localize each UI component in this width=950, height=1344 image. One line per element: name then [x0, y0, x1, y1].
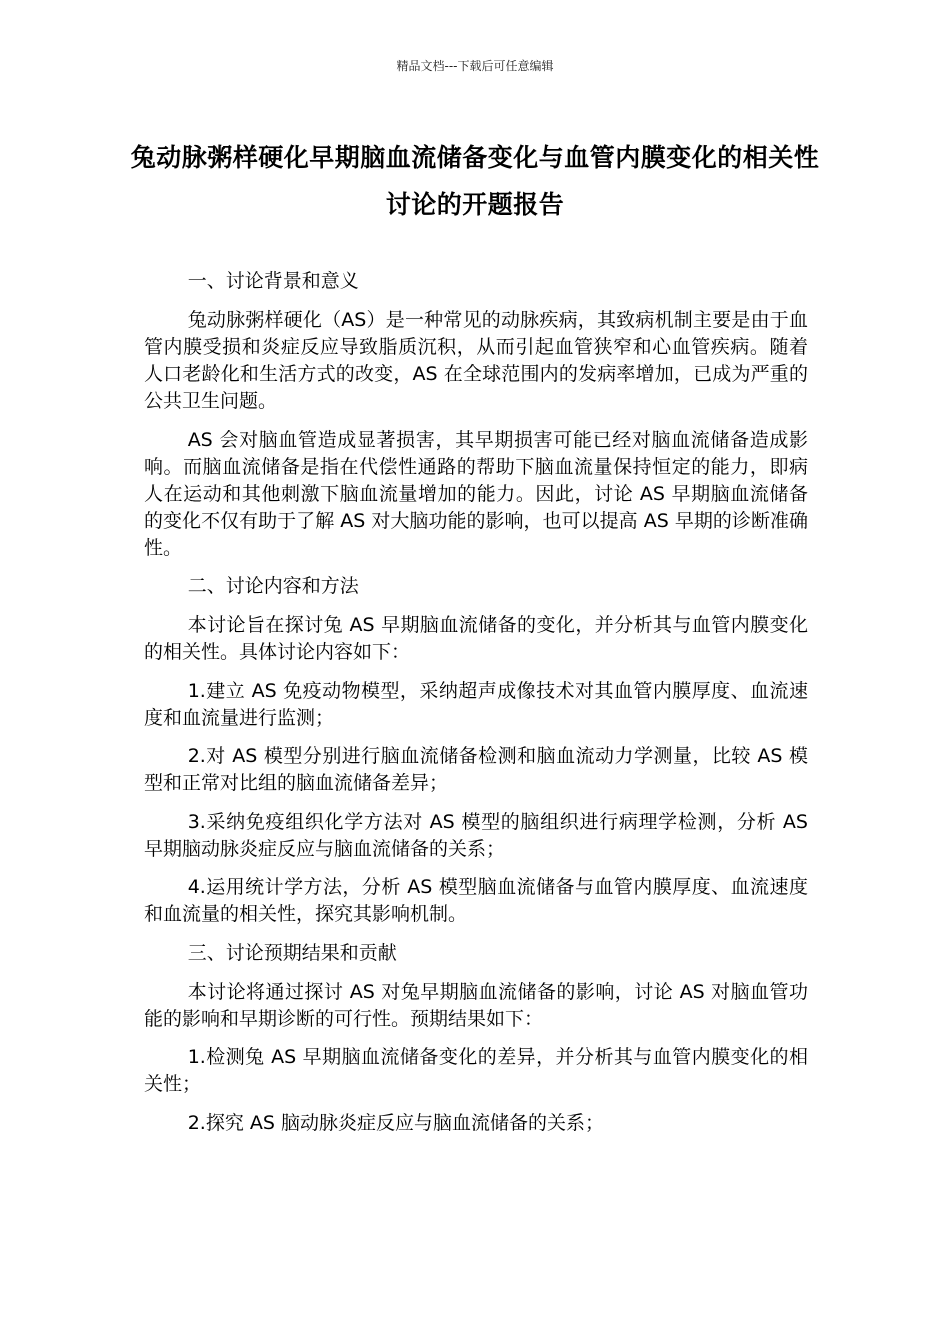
document-body [144, 268, 808, 1148]
list-item: 3.采纳免疫组织化学方法对 AS 模型的脑组织进行病理学检测，分析 AS 早期脑动脉炎症反应与脑血流储备的关系； [144, 810, 808, 860]
header-note: 精品文档---下载后可任意编辑 [396, 59, 554, 73]
section-heading: 三、讨论预期结果和贡献 [187, 941, 397, 964]
list-item: 2.探究 AS 脑动脉炎症反应与脑血流储备的关系； [187, 1111, 604, 1134]
list-item: 1.建立 AS 免疫动物模型，采纳超声成像技术对其血管内膜厚度、血流速度和血流量进行监测； [144, 679, 808, 729]
paragraph: 本讨论将通过探讨 AS 对兔早期脑血流储备的影响，讨论 AS 对脑血管功能的影响和早期诊断的可行性。预期结果如下： [144, 980, 808, 1030]
list-item: 1.检测兔 AS 早期脑血流储备变化的差异，并分析其与血管内膜变化的相关性； [144, 1046, 808, 1095]
paragraph: 本讨论旨在探讨兔 AS 早期脑血流储备的变化，并分析其与血管内膜变化的相关性。具体讨论内容如下： [144, 614, 808, 663]
paragraph: 兔动脉粥样硬化（AS）是一种常见的动脉疾病，其致病机制主要是由于血管内膜受损和炎症反应导致脂质沉积，从而引起血管狭窄和心血管疾病。随着人口老龄化和生活方式的改变，AS 在全球范围内的发病率增加，已成为严重的公共卫生问题。 [144, 309, 808, 412]
section-heading: 一、讨论背景和意义 [187, 270, 359, 292]
list-item: 2.对 AS 模型分别进行脑血流储备检测和脑血流动力学测量，比较 AS 模型和正常对比组的脑血流储备差异； [144, 745, 808, 794]
list-item: 4.运用统计学方法，分析 AS 模型脑血流储备与血管内膜厚度、血流速度和血流量的相关性，探究其影响机制。 [144, 876, 808, 925]
document-title: 兔动脉粥样硬化早期脑血流储备变化与血管内膜变化的相关性讨论的开题报告 [130, 143, 820, 219]
section-heading: 二、讨论内容和方法 [187, 575, 359, 597]
paragraph: AS 会对脑血管造成显著损害，其早期损害可能已经对脑血流储备造成影响。而脑血流储备是指在代偿性通路的帮助下脑血流量保持恒定的能力，即病人在运动和其他刺激下脑血流量增加的能力。因此，讨论 AS 早期脑血流储备的变化不仅有助于了解 AS 对大脑功能的影响，也可以提高 AS 早期的诊断准确性。 [144, 428, 808, 559]
